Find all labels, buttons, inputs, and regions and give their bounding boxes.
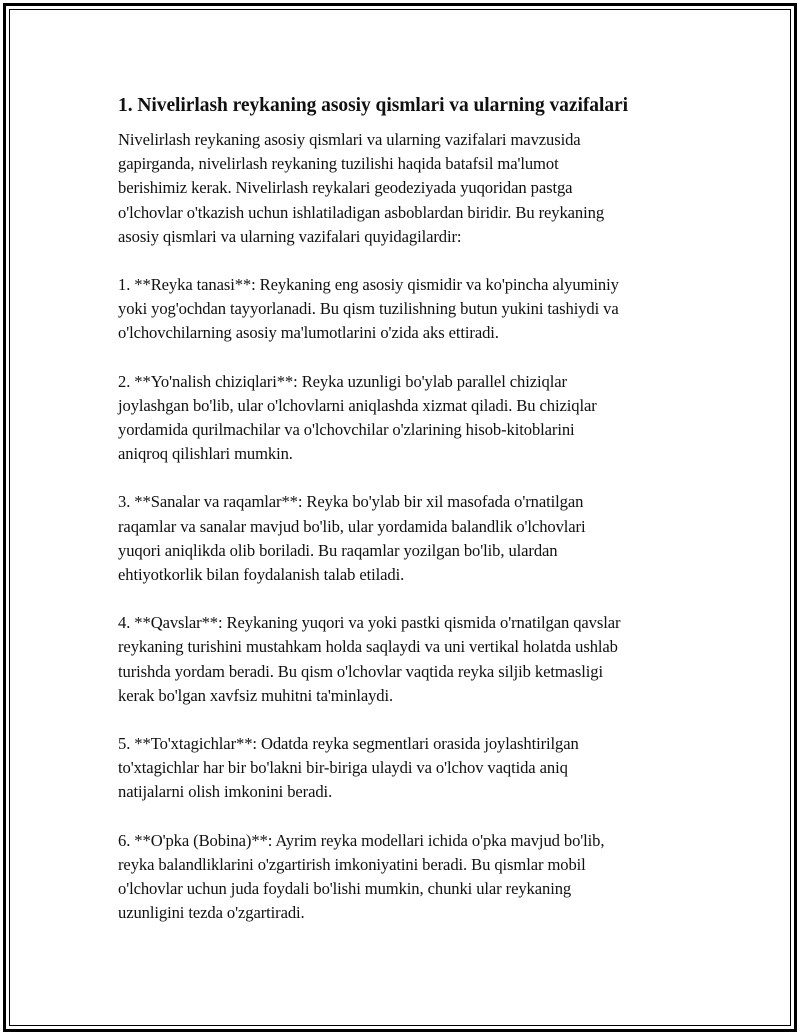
text-line: yordamida qurilmachilar va o'lchovchilar o'zlarining hisob-kitoblarini [118, 420, 575, 440]
text-line: Nivelirlash reykaning asosiy qismlari va ularning vazifalari mavzusida [118, 130, 581, 149]
text-line: 5. **To'xtagichlar**: Odatda reyka segmentlari orasida joylashtirilgan [118, 734, 579, 754]
document-body [118, 93, 698, 949]
text-line: turishda yordam beradi. Bu qism o'lchovlar vaqtida reyka siljib ketmasligi [118, 661, 604, 681]
text-line: natijalarni olish imkonini beradi. [118, 782, 333, 802]
text-line: 6. **O'pka (Bobina)**: Ayrim reyka modellari ichida o'pka mavjud bo'lib, [118, 830, 605, 850]
paragraph-item-3 [118, 490, 698, 587]
paragraph-item-4 [118, 611, 698, 708]
text-line: ehtiyotkorlik bilan foydalanish talab etiladi. [118, 565, 405, 585]
text-line: reykaning turishini mustahkam holda saqlaydi va uni vertikal holatda ushlab [118, 637, 618, 657]
text-line: 2. **Yo'nalish chiziqlari**: Reyka uzunligi bo'ylab parallel chiziqlar [118, 371, 567, 391]
paragraph-item-6 [118, 829, 698, 926]
text-line: yoki yog'ochdan tayyorlanadi. Bu qism tuzilishning butun yukini tashiydi va [118, 299, 619, 319]
text-line: raqamlar va sanalar mavjud bo'lib, ular yordamida balandlik o'lchovlari [118, 516, 586, 536]
text-line: asosiy qismlari va ularning vazifalari quyidagilardir: [118, 226, 462, 246]
text-line: 3. **Sanalar va raqamlar**: Reyka bo'ylab bir xil masofada o'rnatilgan [118, 492, 584, 512]
text-line: to'xtagichlar har bir bo'lakni bir-biriga ulaydi va o'lchov vaqtida aniq [118, 758, 568, 778]
text-line: o'lchovlar o'tkazish uchun ishlatiladigan asboblardan biridir. Bu reykaning [118, 202, 605, 222]
text-line: yuqori aniqlikda olib boriladi. Bu raqamlar yozilgan bo'lib, ulardan [118, 540, 558, 560]
document-title: 1. Nivelirlash reykaning asosiy qismlari va ularning vazifalari [118, 95, 629, 116]
text-line: berishimiz kerak. Nivelirlash reykalari geodeziyada yuqoridan pastga [118, 178, 573, 198]
text-line: 4. **Qavslar**: Reykaning yuqori va yoki pastki qismida o'rnatilgan qavslar [118, 613, 621, 633]
text-line: aniqroq qilishlari mumkin. [118, 444, 293, 464]
paragraph-intro [118, 128, 698, 249]
text-line: kerak bo'lgan xavfsiz muhitni ta'minlaydi. [118, 685, 394, 705]
text-line: gapirganda, nivelirlash reykaning tuzilishi haqida batafsil ma'lumot [118, 154, 559, 174]
text-line: 1. **Reyka tanasi**: Reykaning eng asosiy qismidir va ko'pincha alyuminiy [118, 275, 619, 295]
paragraph-item-2 [118, 370, 698, 467]
text-line: o'lchovchilarning asosiy ma'lumotlarini o'zida aks ettiradi. [118, 323, 499, 343]
text-line: uzunligini tezda o'zgartiradi. [118, 903, 305, 923]
text-line: o'lchovlar uchun juda foydali bo'lishi mumkin, chunki ular reykaning [118, 879, 572, 899]
text-line: joylashgan bo'lib, ular o'lchovlarni aniqlashda xizmat qiladi. Bu chiziqlar [118, 395, 597, 415]
text-line: reyka balandliklarini o'zgartirish imkoniyatini beradi. Bu qismlar mobil [118, 854, 586, 874]
paragraph-item-5 [118, 732, 698, 805]
paragraph-item-1 [118, 273, 698, 346]
